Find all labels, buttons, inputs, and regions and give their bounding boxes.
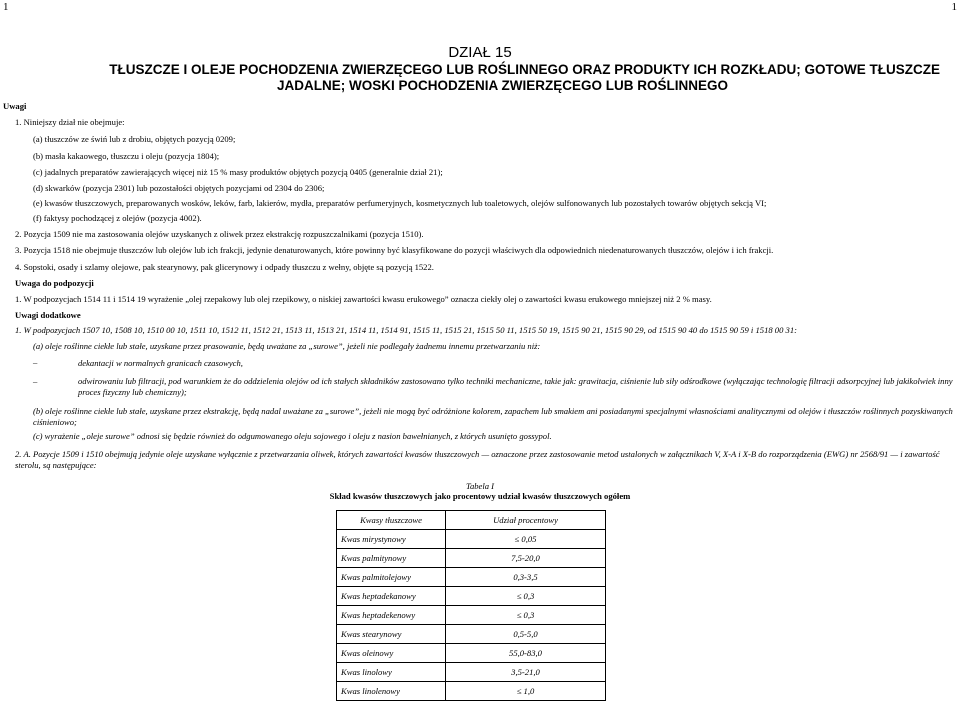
table-row xyxy=(337,568,606,587)
table-row xyxy=(337,530,606,549)
table-row xyxy=(337,625,606,644)
table-row xyxy=(337,644,606,663)
additional-notes-heading: Uwagi dodatkowe xyxy=(15,310,81,320)
additional-note-1c: (c) wyrażenie „oleje surowe” odnosi się będzie również do odgumowanego oleju sojowego i oleju z nasion bawełnianych, z których usunięto gossypol. xyxy=(33,431,552,441)
table-cell: 55,0-83,0 xyxy=(446,644,606,663)
additional-note-2: 2. A. Pozycje 1509 i 1510 obejmują jedynie oleje uzyskane wyłącznie z przetwarzania oliwek, których zawartości kwasów tłuszczowych — oznaczone przez zastosowanie metod ustalonych w załącznikach V, X-A i X-B do rozporządzenia (EWG) nr 2568/91 — i zawartość sterolu, są następujące: xyxy=(15,449,940,470)
page-number-right: 1 xyxy=(951,1,957,13)
table-cell: Kwas stearynowy xyxy=(337,625,446,644)
note-1b: (b) masła kakaowego, tłuszczu i oleju (pozycja 1804); xyxy=(33,151,220,161)
note-1d: (d) skwarków (pozycja 2301) lub pozostałości objętych pozycjami od 2304 do 2306; xyxy=(33,183,325,193)
table-cell: Kwas oleinowy xyxy=(337,644,446,663)
subheading-notes-heading: Uwaga do podpozycji xyxy=(15,278,94,288)
note-1f: (f) faktysy pochodzącej z olejów (pozycja 4002). xyxy=(33,213,202,223)
table-cell: ≤ 1,0 xyxy=(446,682,606,701)
note-1a: (a) tłuszczów ze świń lub z drobiu, objętych pozycją 0209; xyxy=(33,134,236,144)
note-2: 2. Pozycja 1509 nie ma zastosowania olejów uzyskanych z oliwek przez ekstrakcję rozpuszczalnikami (pozycja 1510). xyxy=(15,229,424,239)
table-cell: 0,3-3,5 xyxy=(446,568,606,587)
table-row xyxy=(337,663,606,682)
chapter-title-line-1: TŁUSZCZE I OLEJE POCHODZENIA ZWIERZĘCEGO LUB ROŚLINNEGO ORAZ PRODUKTY ICH ROZKŁADU; GOTOWE TŁUSZCZE xyxy=(109,62,940,77)
subheading-note-1: 1. W podpozycjach 1514 11 i 1514 19 wyrażenie „olej rzepakowy lub olej rzepikowy, o niskiej zawartości kwasu erukowego” oznacza ciekły olej o zawartości kwasu erukowego mniejszej niż 2 % masy. xyxy=(15,294,712,304)
additional-note-1: 1. W podpozycjach 1507 10, 1508 10, 1510 00 10, 1511 10, 1512 11, 1512 21, 1513 11, 1513 21, 1514 11, 1514 91, 1515 11, 1515 21, 1515 50 11, 1515 50 19, 1515 90 21, 1515 90 29, od 1515 90 40 do 1515 90 59 i 1518 00 31: xyxy=(15,325,798,335)
additional-note-1a: (a) oleje roślinne ciekłe lub stałe, uzyskane przez prasowanie, będą uważane za „surowe”, jeżeli nie podlegały żadnemu innemu przetwarzaniu niż: xyxy=(33,341,541,351)
dash-icon: – xyxy=(33,376,38,386)
table-cell: ≤ 0,05 xyxy=(446,530,606,549)
additional-note-dash-2: odwirowaniu lub filtracji, pod warunkiem że do oddzielenia olejów od ich stałych składników zastosowano tylko techniki mechaniczne, takie jak: grawitacja, ciśnienie lub siły odśrodkowe (wyłączając technologię filtracji adsorpcyjnej lub jakikolwiek inny proces fizyczny lub chemiczny); xyxy=(78,376,953,397)
table-header: Udział procentowy xyxy=(446,511,606,530)
table-row xyxy=(337,682,606,701)
table-cell: 7,5-20,0 xyxy=(446,549,606,568)
additional-note-1b: (b) oleje roślinne ciekłe lub stałe, uzyskane przez ekstrakcję, będą nadal uważane za „surowe”, jeżeli nie mogą być odróżnione kolorem, zapachem lub smakiem ani posiadanymi specjalnymi własnościami analitycznymi od olejów i tłuszczów roślinnych pozyskiwanych ciśnieniowo; xyxy=(33,406,953,427)
chapter-heading: DZIAŁ 15 xyxy=(448,44,512,61)
table-caption: Tabela I xyxy=(465,481,495,491)
table-cell: Kwas linolenowy xyxy=(337,682,446,701)
note-1e: (e) kwasów tłuszczowych, preparowanych wosków, leków, farb, lakierów, mydła, preparatów perfumeryjnych, kosmetycznych lub toaletowych, olejów sulfonowanych lub pozostałych towarów objętych sekcją VI; xyxy=(33,198,767,208)
table-row xyxy=(337,606,606,625)
table-cell: Kwas heptadekanowy xyxy=(337,587,446,606)
table-header: Kwasy tłuszczowe xyxy=(337,511,446,530)
additional-note-dash-1: dekantacji w normalnych granicach czasowych, xyxy=(78,358,243,368)
table-cell: Kwas mirystynowy xyxy=(337,530,446,549)
page-number-left: 1 xyxy=(3,1,9,13)
note-1c: (c) jadalnych preparatów zawierających więcej niż 15 % masy produktów objętych pozycją 0405 (generalnie dział 21); xyxy=(33,167,443,177)
chapter-title xyxy=(20,62,940,94)
table-row xyxy=(337,587,606,606)
chapter-title-line-2: JADALNE; WOSKI POCHODZENIA ZWIERZĘCEGO LUB ROŚLINNEGO xyxy=(276,78,728,93)
table-row xyxy=(337,549,606,568)
table-cell: Kwas palmitynowy xyxy=(337,549,446,568)
table-subtitle: Skład kwasów tłuszczowych jako procentowy udział kwasów tłuszczowych ogółem xyxy=(329,491,631,501)
table-header-row xyxy=(337,511,606,530)
fatty-acid-table xyxy=(336,510,606,701)
table-cell: Kwas palmitolejowy xyxy=(337,568,446,587)
table-cell: Kwas heptadekenowy xyxy=(337,606,446,625)
table-cell: ≤ 0,3 xyxy=(446,587,606,606)
table-cell: Kwas linolowy xyxy=(337,663,446,682)
table-cell: ≤ 0,3 xyxy=(446,606,606,625)
note-1: 1. Niniejszy dział nie obejmuje: xyxy=(15,117,125,127)
note-4: 4. Sopstoki, osady i szlamy olejowe, pak stearynowy, pak glicerynowy i odpady tłuszczu z wełny, objęte są pozycją 1522. xyxy=(15,262,434,272)
table-cell: 3,5-21,0 xyxy=(446,663,606,682)
dash-icon: – xyxy=(33,357,38,367)
notes-heading: Uwagi xyxy=(3,101,27,111)
table-cell: 0,5-5,0 xyxy=(446,625,606,644)
note-3: 3. Pozycja 1518 nie obejmuje tłuszczów lub olejów lub ich frakcji, jedynie denaturowanych, które powinny być klasyfikowane do pozycji właściwych dla odpowiednich niedenaturowanych tłuszczów, olejów i ich frakcji. xyxy=(15,245,774,255)
